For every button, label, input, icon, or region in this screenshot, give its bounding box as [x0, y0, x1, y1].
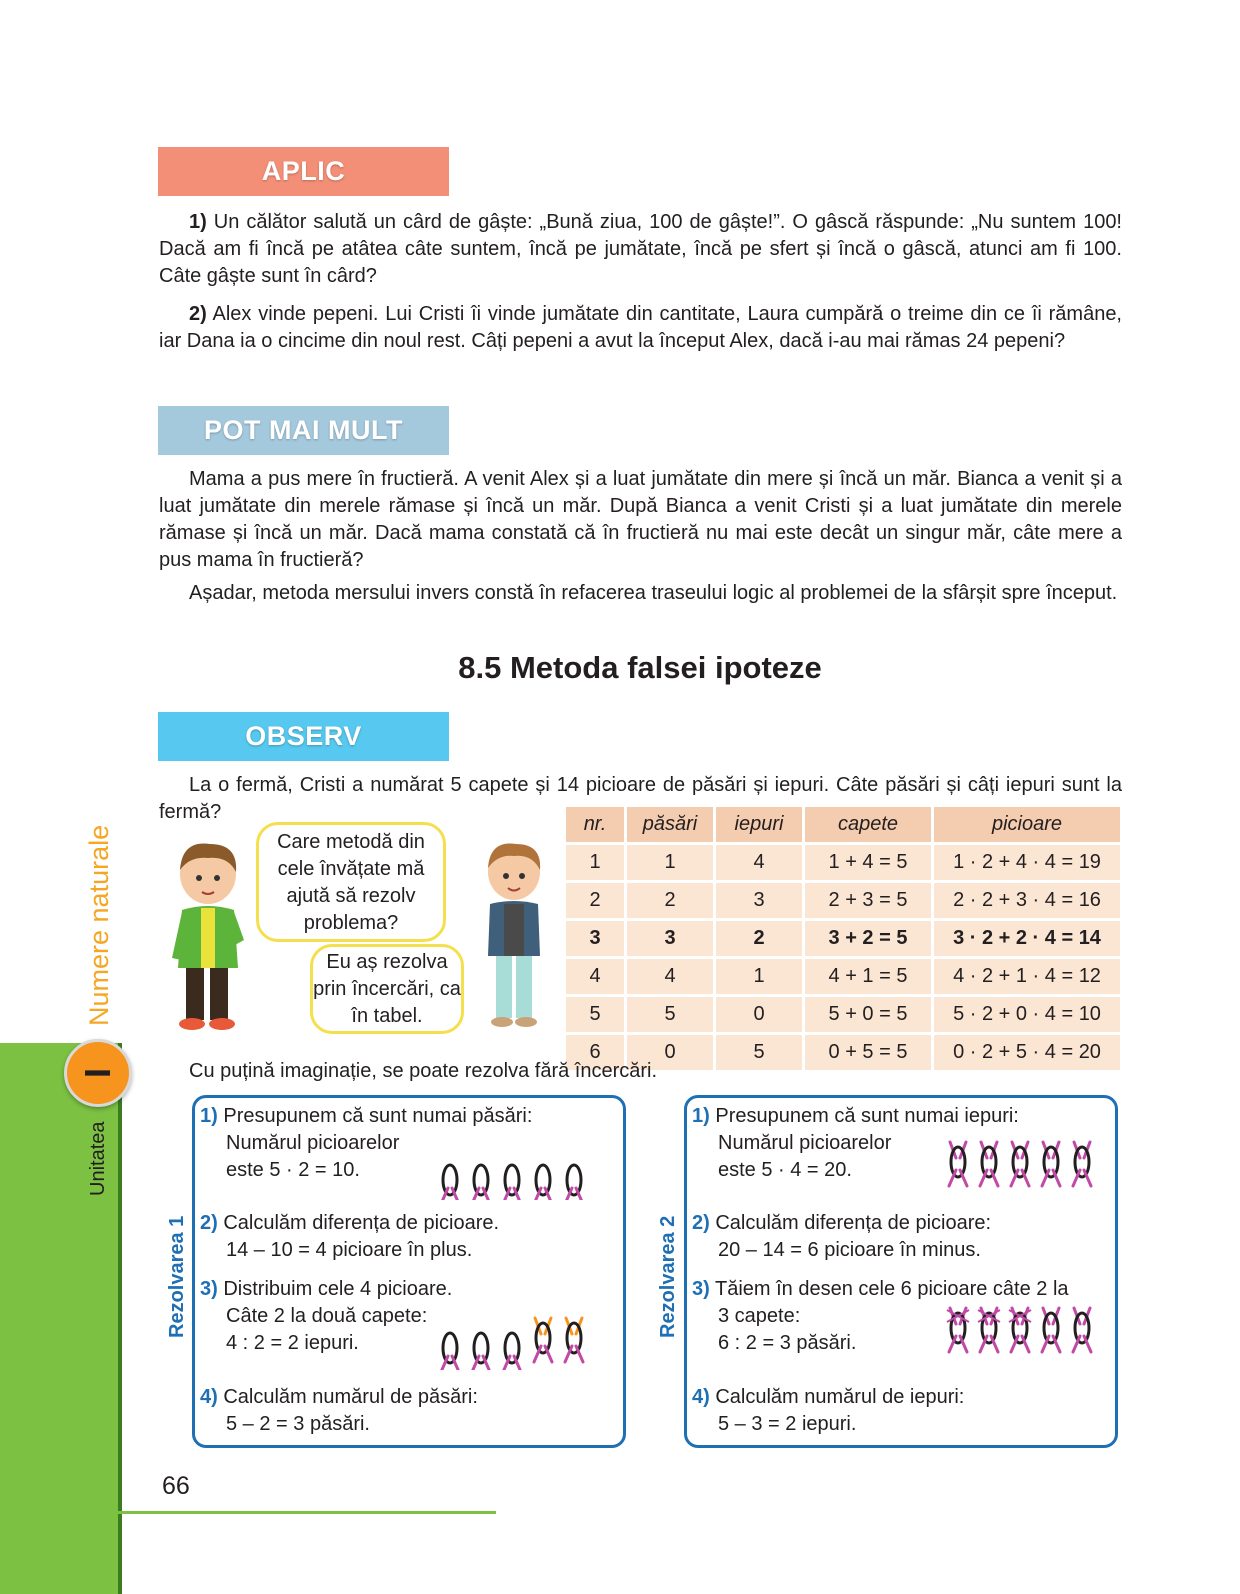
solution-2-label: Rezolvarea 2 — [657, 1215, 679, 1338]
table-header: iepuri — [715, 807, 804, 844]
head-mark — [982, 1147, 996, 1177]
trial-table — [566, 807, 1123, 1073]
table-cell: 0 — [626, 1034, 715, 1072]
table-cell: 1 · 2 + 4 · 4 = 19 — [933, 844, 1122, 882]
unit-title: Numere naturale — [84, 824, 114, 1026]
table-cell: 4 · 2 + 1 · 4 = 12 — [933, 958, 1122, 996]
bird-legs-drawing — [436, 1148, 588, 1200]
aplic-problem-2: 2) Alex vinde pepeni. Lui Cristi îi vinde jumătate din cantitate, Laura cumpără o treime din ce îi rămâne, iar Dana ia o cincime din noul rest. Câți pepeni a avut la început Alex, dacă i-au mai rămas 24 pepeni? — [159, 303, 1122, 352]
table-cell: 3 — [566, 920, 626, 958]
head-mark — [474, 1333, 488, 1363]
head-mark — [505, 1333, 519, 1363]
table-cell: 2 · 2 + 3 · 4 = 16 — [933, 882, 1122, 920]
head-mark — [505, 1165, 519, 1195]
solution-1-step-3: 3) Distribuim cele 4 picioare. Câte 2 la două capete: 4 : 2 = 2 iepuri. — [200, 1278, 453, 1354]
table-cell: 2 — [566, 882, 626, 920]
head-mark — [1013, 1313, 1027, 1343]
table-cell: 2 + 3 = 5 — [804, 882, 933, 920]
table-row — [566, 958, 1122, 996]
table-cell: 6 — [566, 1034, 626, 1072]
pot-mai-mult-text — [159, 466, 1122, 607]
head-mark — [1013, 1147, 1027, 1177]
aplic-banner: APLIC — [158, 147, 449, 196]
head-mark — [567, 1323, 581, 1353]
page-number: 66 — [162, 1472, 190, 1500]
distributed-legs-drawing — [436, 1316, 588, 1370]
table-cell: 3 · 2 + 2 · 4 = 14 — [933, 920, 1122, 958]
table-header-row — [566, 807, 1122, 844]
table-cell: 4 — [715, 844, 804, 882]
unit-label: Unitatea — [87, 1121, 109, 1196]
head-mark — [536, 1323, 550, 1353]
crossed-legs-drawing — [944, 1306, 1096, 1372]
table-cell: 5 · 2 + 0 · 4 = 10 — [933, 996, 1122, 1034]
table-cell: 0 · 2 + 5 · 4 = 20 — [933, 1034, 1122, 1072]
table-cell: 1 — [566, 844, 626, 882]
solution-2-step-1: 1) Presupunem că sunt numai iepuri: Numărul picioarelor este 5 · 4 = 20. — [692, 1105, 1019, 1181]
unit-numeral-badge — [64, 1039, 132, 1107]
solution-2-step-3: 3) Tăiem în desen cele 6 picioare câte 2 la 3 capete: 6 : 2 = 3 păsări. — [692, 1278, 1069, 1354]
boy-explaining-illustration — [478, 840, 550, 1032]
solution-2-step-2: 2) Calculăm diferența de picioare: 20 – 14 = 6 picioare în minus. — [692, 1212, 992, 1261]
table-cell: 1 — [715, 958, 804, 996]
table-header: picioare — [933, 807, 1122, 844]
head-mark — [1044, 1313, 1058, 1343]
table-cell: 1 + 4 = 5 — [804, 844, 933, 882]
table-header: păsări — [626, 807, 715, 844]
observ-intro: La o fermă, Cristi a numărat 5 capete și 14 picioare de păsări și iepuri. Câte păsări și câți iepuri sunt la fermă? — [159, 774, 1122, 823]
head-mark — [536, 1165, 550, 1195]
table-cell: 3 — [715, 882, 804, 920]
boy-thinking-illustration — [168, 840, 248, 1032]
speech-bubble-answer: Eu aș rezolva prin încercări, ca în tabel. — [310, 944, 464, 1034]
table-row — [566, 996, 1122, 1034]
no-trials-hint: Cu puțină imaginație, se poate rezolva fără încercări. — [189, 1060, 658, 1082]
solution-1-label: Rezolvarea 1 — [166, 1215, 188, 1338]
table-cell: 2 — [715, 920, 804, 958]
table-cell: 2 — [626, 882, 715, 920]
solution-1-step-1: 1) Presupunem că sunt numai păsări: Numărul picioarelor este 5 · 2 = 10. — [200, 1105, 533, 1181]
table-cell: 5 + 0 = 5 — [804, 996, 933, 1034]
table-cell: 0 — [715, 996, 804, 1034]
table-cell: 4 + 1 = 5 — [804, 958, 933, 996]
table-header: nr. — [566, 807, 626, 844]
head-mark — [474, 1165, 488, 1195]
head-mark — [443, 1333, 457, 1363]
inverse-method-conclusion: Așadar, metoda mersului invers constă în refacerea traseului logic al problemei de la sfârșit spre început. — [189, 582, 1118, 604]
head-mark — [1075, 1147, 1089, 1177]
table-cell: 4 — [566, 958, 626, 996]
table-cell: 5 — [626, 996, 715, 1034]
table-cell: 1 — [626, 844, 715, 882]
head-mark — [567, 1165, 581, 1195]
head-mark — [443, 1165, 457, 1195]
table-row — [566, 844, 1122, 882]
head-mark — [1044, 1147, 1058, 1177]
head-mark — [982, 1313, 996, 1343]
footer-rule — [118, 1511, 496, 1514]
table-cell: 3 + 2 = 5 — [804, 920, 933, 958]
table-cell: 5 — [715, 1034, 804, 1072]
observ-banner: OBSERV — [158, 712, 449, 761]
solution-1-step-2: 2) Calculăm diferența de picioare. 14 – 10 = 4 picioare în plus. — [200, 1212, 500, 1261]
table-cell: 0 + 5 = 5 — [804, 1034, 933, 1072]
solution-1-step-4: 4) Calculăm numărul de păsări: 5 – 2 = 3 păsări. — [200, 1386, 478, 1435]
pot-mai-mult-banner: POT MAI MULT — [158, 406, 449, 455]
aplic-problem-1: 1) Un călător salută un cârd de gâște: „Bună ziua, 100 de gâște!”. O gâscă răspunde: „Nu suntem 100! Dacă am fi încă pe atâtea câte suntem, încă pe jumătate, încă pe sfert și încă o gâscă, atunci am fi 100. Câte gâște sunt în cârd? — [159, 211, 1122, 287]
table-row-solution — [566, 920, 1122, 958]
speech-bubble-question: Care metodă din cele învățate mă ajută să rezolv problema? — [256, 822, 446, 942]
table-row — [566, 882, 1122, 920]
head-mark — [951, 1147, 965, 1177]
table-cell: 5 — [566, 996, 626, 1034]
head-mark — [1075, 1313, 1089, 1343]
section-title: 8.5 Metoda falsei ipoteze — [458, 650, 822, 685]
apple-problem: Mama a pus mere în fructieră. A venit Alex și a luat jumătate din mere și încă un măr. Bianca a venit și a luat jumătate din merele rămase și încă un măr. După Bianca a venit Cristi și a luat jumătate din merele rămase și încă un măr. Dacă mama constată că în fructieră nu mai este decât un singur măr, câte mere a pus mama în fructieră? — [159, 468, 1122, 571]
head-mark — [951, 1313, 965, 1343]
unit-numeral: I — [76, 1067, 118, 1079]
table-header: capete — [804, 807, 933, 844]
table-cell: 4 — [626, 958, 715, 996]
rabbit-legs-drawing — [944, 1140, 1096, 1206]
table-cell: 3 — [626, 920, 715, 958]
aplic-exercises — [159, 209, 1122, 355]
solution-2-step-4: 4) Calculăm numărul de iepuri: 5 – 3 = 2 iepuri. — [692, 1386, 965, 1435]
